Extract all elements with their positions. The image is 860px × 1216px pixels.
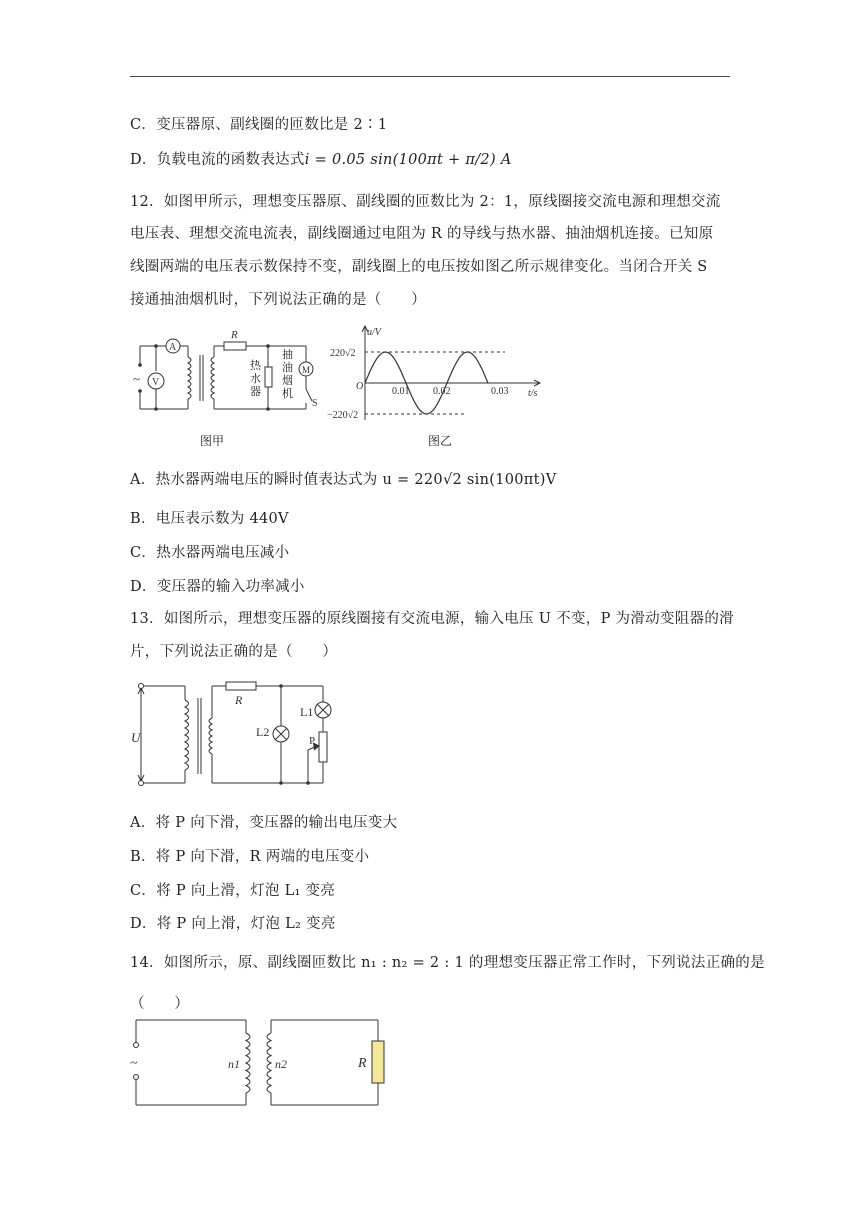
q12-fig-a-source-label: ~ bbox=[133, 371, 141, 386]
chart-ytick-max: 220√2 bbox=[330, 348, 356, 359]
q14-stem-line2: （ ） bbox=[130, 996, 190, 1012]
chart-xtick-002: 0.02 bbox=[433, 386, 451, 397]
q13-fig-r-label: R bbox=[235, 693, 243, 707]
q12-stem-line2: 电压表、理想交流电流表，副线圈通过电阻为 R 的导线与热水器、抽油烟机连接。已知原 bbox=[130, 226, 714, 242]
q13-option-c: C．将 P 向上滑，灯泡 L₁ 变亮 bbox=[130, 883, 336, 899]
q12-fig-a-resistor-label: R bbox=[231, 329, 238, 341]
q12-figure-b-chart bbox=[325, 322, 550, 427]
q12-fig-a-heater-label: 热水器 bbox=[250, 359, 261, 398]
q11-option-c: C．变压器原、副线圈的匝数比是 2∶1 bbox=[130, 117, 388, 133]
q13-fig-u-label: U bbox=[131, 730, 141, 745]
q12-fig-a-switch-label: S bbox=[312, 398, 318, 409]
q11-option-d-text: D．负载电流的函数表达式 bbox=[130, 152, 305, 168]
header-rule bbox=[130, 76, 730, 77]
q13-stem-line1: 13．如图所示，理想变压器的原线圈接有交流电源，输入电压 U 不变，P 为滑动变阻器的滑 bbox=[130, 611, 734, 627]
chart-xtick-003: 0.03 bbox=[491, 386, 509, 397]
q14-fig-source-label: ~ bbox=[130, 1056, 138, 1071]
q12-option-a: A．热水器两端电压的瞬时值表达式为 u = 220√2 sin(100πt)V bbox=[130, 472, 557, 488]
q14-resistor bbox=[372, 1041, 384, 1083]
q13-option-a: A．将 P 向下滑，变压器的输出电压变大 bbox=[130, 815, 398, 831]
q13-stem-line2: 片，下列说法正确的是（ ） bbox=[130, 644, 338, 660]
q14-fig-n2-label: n2 bbox=[275, 1057, 287, 1071]
q12-fig-a-motor-label: M bbox=[302, 365, 311, 375]
q11-option-d-formula: i = 0.05 sin(100πt + π/2) A bbox=[304, 152, 512, 168]
q12-fig-a-ammeter-label: A bbox=[169, 342, 177, 353]
q12-stem-line3: 线圈两端的电压表示数保持不变，副线圈上的电压按如图乙所示规律变化。当闭合开关 S bbox=[130, 259, 708, 275]
q12-fig-a-hood-label: 抽油烟机 bbox=[282, 348, 293, 400]
chart-origin-label: O bbox=[356, 381, 364, 392]
q12-fig-b-caption: 图乙 bbox=[428, 434, 453, 448]
q12-stem-line1: 12．如图甲所示，理想变压器原、副线圈的匝数比为 2：1，原线圈接交流电源和理想交流 bbox=[130, 194, 721, 210]
q13-option-d: D．将 P 向上滑，灯泡 L₂ 变亮 bbox=[130, 916, 336, 932]
chart-xtick-001: 0.01 bbox=[392, 386, 410, 397]
q12-fig-a-voltmeter-label: V bbox=[152, 377, 160, 388]
q12-option-c: C．热水器两端电压减小 bbox=[130, 545, 290, 561]
q11-option-d bbox=[130, 148, 512, 169]
chart-x-label: t/s bbox=[528, 388, 538, 399]
q14-fig-n1-label: n1 bbox=[228, 1057, 240, 1071]
q12-option-b: B．电压表示数为 440V bbox=[130, 511, 289, 527]
chart-y-label: u/V bbox=[367, 327, 381, 338]
q14-fig-r-label: R bbox=[358, 1056, 367, 1071]
q12-option-d: D．变压器的输入功率减小 bbox=[130, 579, 305, 595]
q13-fig-l2-label: L2 bbox=[256, 725, 270, 739]
q12-fig-a-caption: 图甲 bbox=[200, 434, 225, 448]
q14-figure-circuit bbox=[128, 1015, 390, 1110]
q13-fig-l1-label: L1 bbox=[300, 705, 314, 719]
q13-figure-circuit bbox=[128, 678, 338, 793]
q12-stem-line4: 接通抽油烟机时，下列说法正确的是（ ） bbox=[130, 292, 426, 308]
q13-fig-p-label: P bbox=[309, 735, 316, 747]
chart-ytick-min: −220√2 bbox=[327, 410, 359, 421]
q14-stem-line1: 14．如图所示，原、副线圈匝数比 n₁ : n₂ = 2 : 1 的理想变压器正常工作时，下列说法正确的是 bbox=[130, 955, 765, 971]
q13-option-b: B．将 P 向下滑，R 两端的电压变小 bbox=[130, 849, 370, 865]
